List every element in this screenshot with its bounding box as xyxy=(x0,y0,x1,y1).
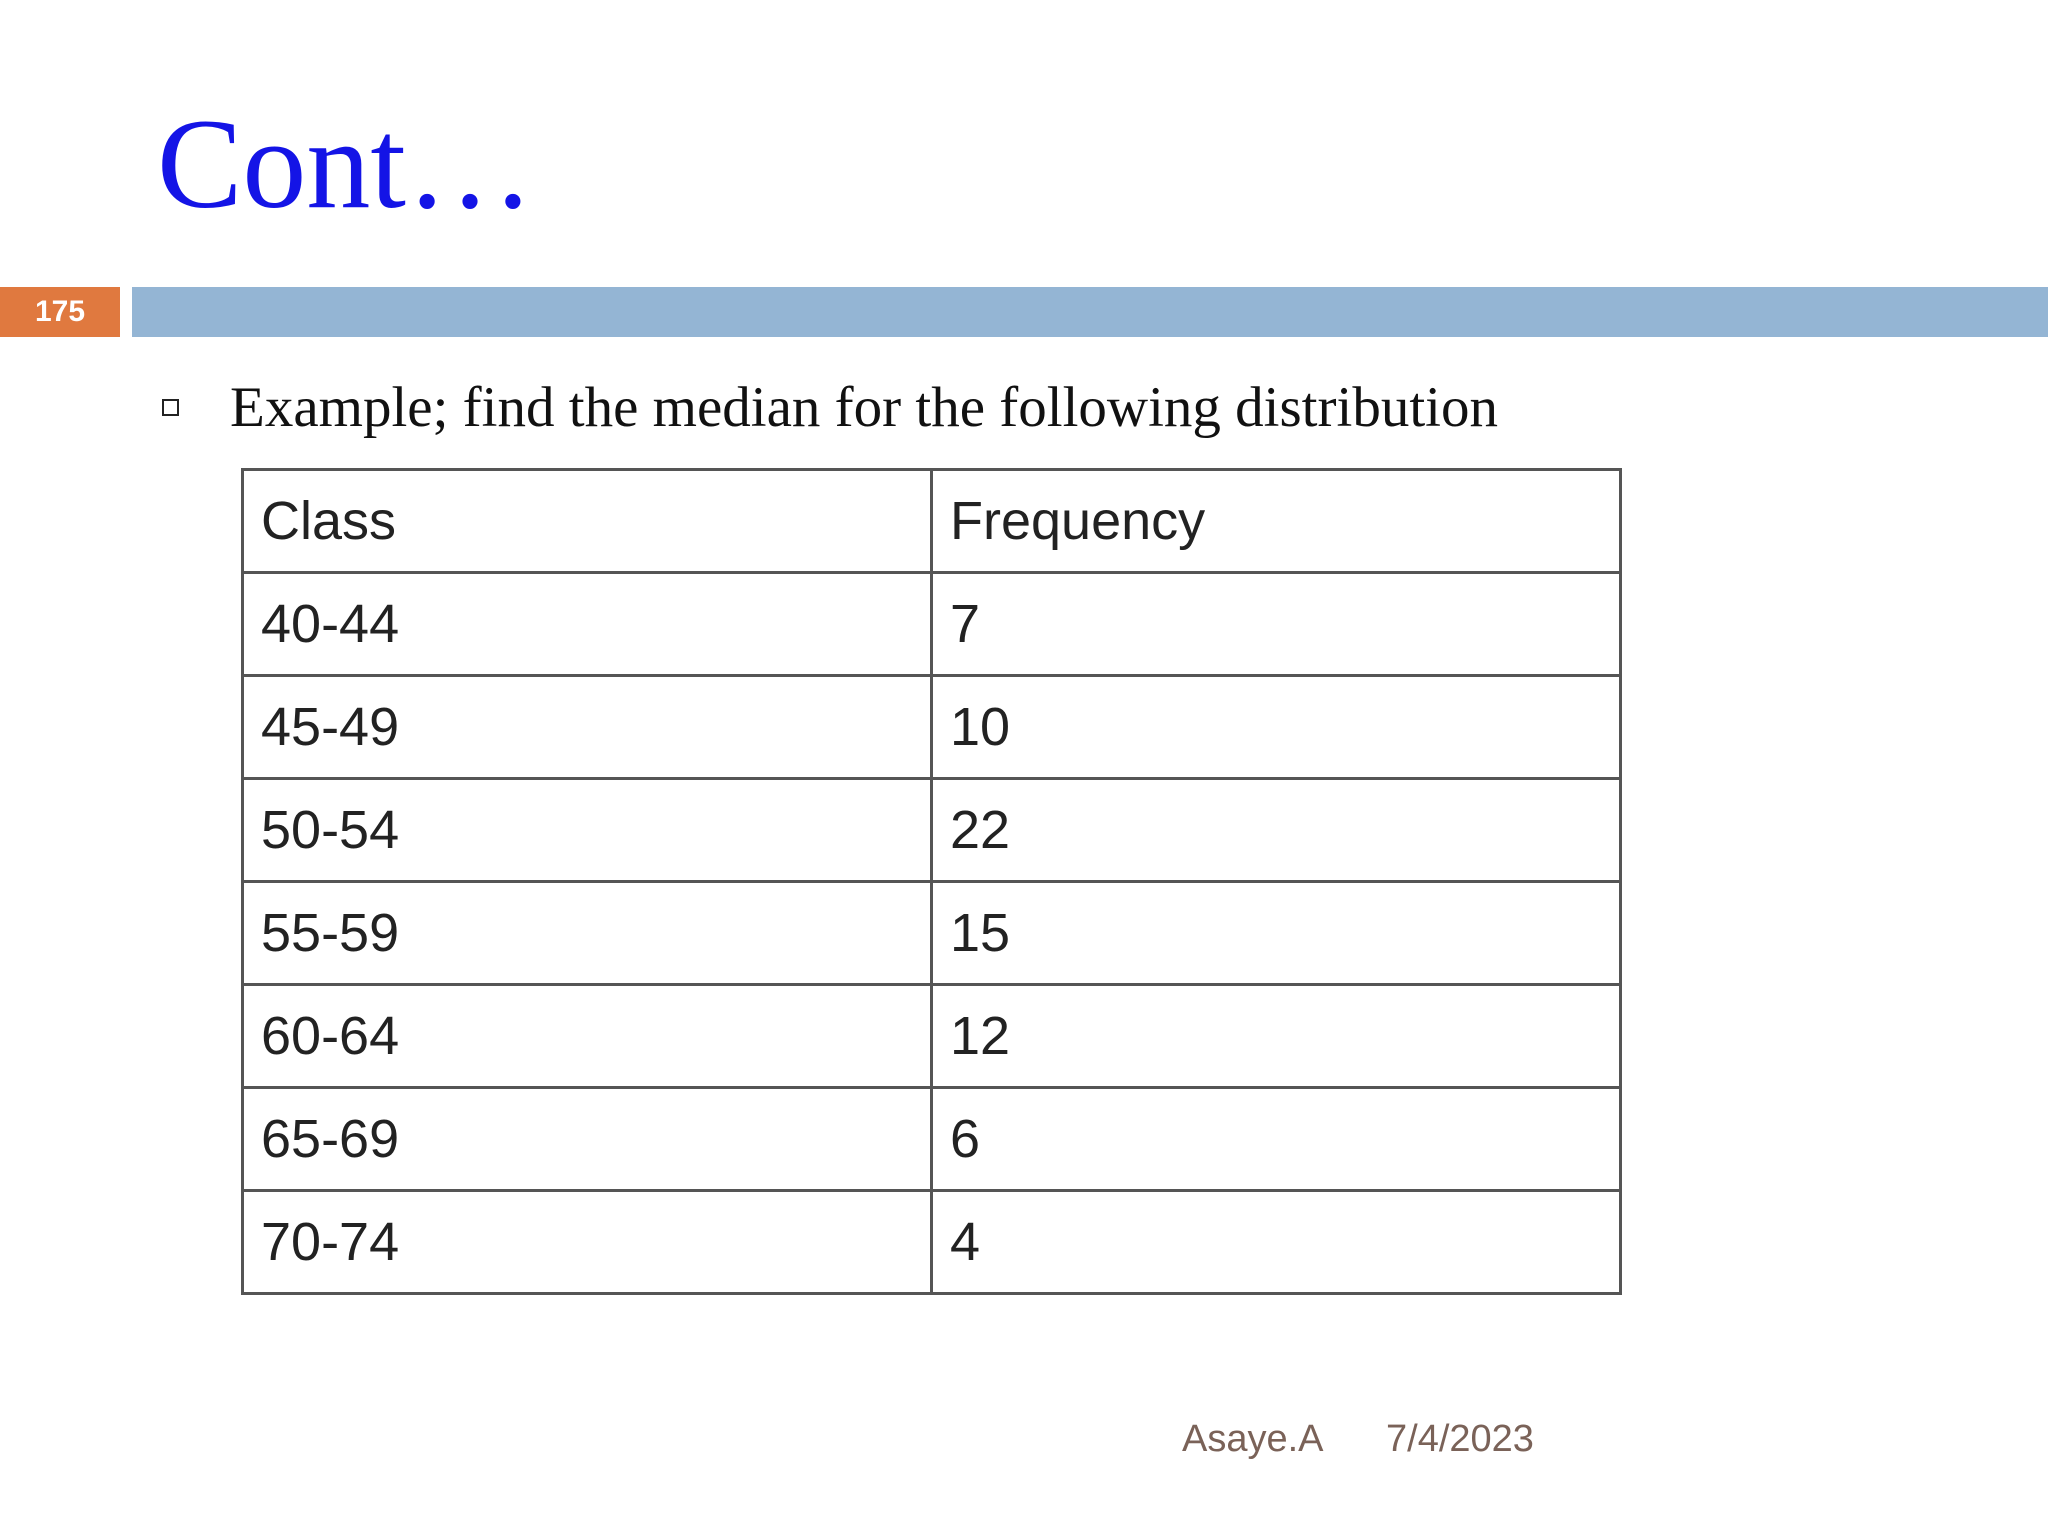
table-header-row xyxy=(243,470,1621,573)
footer-author: Asaye.A xyxy=(1182,1418,1324,1460)
footer-date: 7/4/2023 xyxy=(1386,1418,1534,1460)
table-row xyxy=(243,1088,1621,1191)
frequency-cell: 10 xyxy=(932,676,1621,779)
class-cell: 70-74 xyxy=(243,1191,932,1294)
class-cell: 40-44 xyxy=(243,573,932,676)
header-frequency: Frequency xyxy=(932,470,1621,573)
table-row xyxy=(243,573,1621,676)
frequency-cell: 15 xyxy=(932,882,1621,985)
frequency-cell: 12 xyxy=(932,985,1621,1088)
frequency-cell: 22 xyxy=(932,779,1621,882)
frequency-cell: 4 xyxy=(932,1191,1621,1294)
bullet-text: Example; find the median for the following distribution xyxy=(230,376,1498,439)
table-row xyxy=(243,1191,1621,1294)
table-row xyxy=(243,882,1621,985)
class-cell: 50-54 xyxy=(243,779,932,882)
table-row xyxy=(243,676,1621,779)
class-cell: 55-59 xyxy=(243,882,932,985)
frequency-cell: 7 xyxy=(932,573,1621,676)
slide-number-badge: 175 xyxy=(0,287,120,337)
table-row xyxy=(243,779,1621,882)
slide-title: Cont… xyxy=(157,93,534,235)
frequency-table xyxy=(241,468,1622,1295)
title-divider-bar xyxy=(132,287,2048,337)
table-row xyxy=(243,985,1621,1088)
class-cell: 65-69 xyxy=(243,1088,932,1191)
header-class: Class xyxy=(243,470,932,573)
class-cell: 60-64 xyxy=(243,985,932,1088)
class-cell: 45-49 xyxy=(243,676,932,779)
frequency-cell: 6 xyxy=(932,1088,1621,1191)
square-bullet-icon xyxy=(162,399,179,416)
